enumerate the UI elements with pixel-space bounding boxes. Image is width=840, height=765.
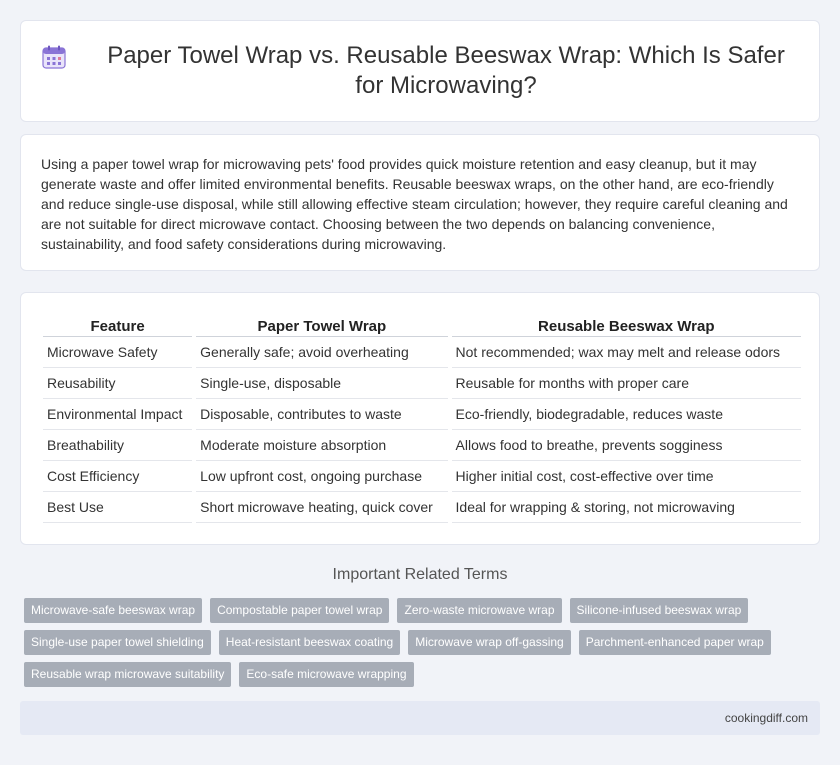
table-cell: Best Use — [43, 492, 192, 523]
table-cell: Moderate moisture absorption — [196, 430, 447, 461]
table-header-row — [43, 315, 801, 337]
related-term-tag[interactable]: Microwave-safe beeswax wrap — [24, 598, 202, 623]
related-term-tag[interactable]: Zero-waste microwave wrap — [397, 598, 561, 623]
related-term-tag[interactable]: Reusable wrap microwave suitability — [24, 662, 231, 687]
title-card — [20, 20, 820, 122]
table-cell: Higher initial cost, cost-effective over time — [452, 461, 801, 492]
header-beeswax: Reusable Beeswax Wrap — [452, 315, 801, 337]
related-term-tag[interactable]: Eco-safe microwave wrapping — [239, 662, 413, 687]
related-term-tag[interactable]: Compostable paper towel wrap — [210, 598, 389, 623]
footer — [20, 701, 820, 735]
related-term-tag[interactable]: Heat-resistant beeswax coating — [219, 630, 400, 655]
table-row — [43, 368, 801, 399]
table-row — [43, 399, 801, 430]
comparison-table — [39, 315, 805, 523]
footer-site-link[interactable]: cookingdiff.com — [724, 711, 808, 725]
table-cell: Reusable for months with proper care — [452, 368, 801, 399]
table-cell: Environmental Impact — [43, 399, 192, 430]
page-title: Paper Towel Wrap vs. Reusable Beeswax Wrap: Which Is Safer for Microwaving? — [107, 42, 785, 99]
table-cell: Allows food to breathe, prevents sogginess — [452, 430, 801, 461]
table-cell: Breathability — [43, 430, 192, 461]
table-row — [43, 461, 801, 492]
table-cell: Not recommended; wax may melt and release odors — [452, 337, 801, 368]
intro-paragraph: Using a paper towel wrap for microwaving pets' food provides quick moisture retention and easy cleanup, but it may generate waste and offer limited environmental benefits. Reusable beeswax wraps, on the other hand, are eco-friendly and reduce single-use disposal, while still allowing effective steam circulation; however, they require careful cleaning and are not suitable for direct microwave contact. Choosing between the two depends on balancing convenience, sustainability, and food safety considerations during microwaving. — [41, 156, 788, 252]
intro-card — [20, 134, 820, 271]
table-cell: Low upfront cost, ongoing purchase — [196, 461, 447, 492]
header-paper-towel: Paper Towel Wrap — [196, 315, 447, 337]
related-term-tag[interactable]: Single-use paper towel shielding — [24, 630, 211, 655]
table-cell: Ideal for wrapping & storing, not microwaving — [452, 492, 801, 523]
table-cell: Microwave Safety — [43, 337, 192, 368]
header-feature: Feature — [43, 315, 192, 337]
table-cell: Cost Efficiency — [43, 461, 192, 492]
related-terms-list — [24, 598, 824, 694]
table-row — [43, 492, 801, 523]
table-cell: Short microwave heating, quick cover — [196, 492, 447, 523]
table-cell: Eco-friendly, biodegradable, reduces waste — [452, 399, 801, 430]
related-term-tag[interactable]: Parchment-enhanced paper wrap — [579, 630, 771, 655]
related-term-tag[interactable]: Silicone-infused beeswax wrap — [570, 598, 749, 623]
table-cell: Single-use, disposable — [196, 368, 447, 399]
table-row — [43, 430, 801, 461]
table-cell: Generally safe; avoid overheating — [196, 337, 447, 368]
table-cell: Disposable, contributes to waste — [196, 399, 447, 430]
table-row — [43, 337, 801, 368]
related-terms-heading: Important Related Terms — [332, 566, 508, 583]
table-cell: Reusability — [43, 368, 192, 399]
comparison-table-card — [20, 292, 820, 545]
calendar-icon — [41, 44, 67, 70]
related-term-tag[interactable]: Microwave wrap off-gassing — [408, 630, 571, 655]
